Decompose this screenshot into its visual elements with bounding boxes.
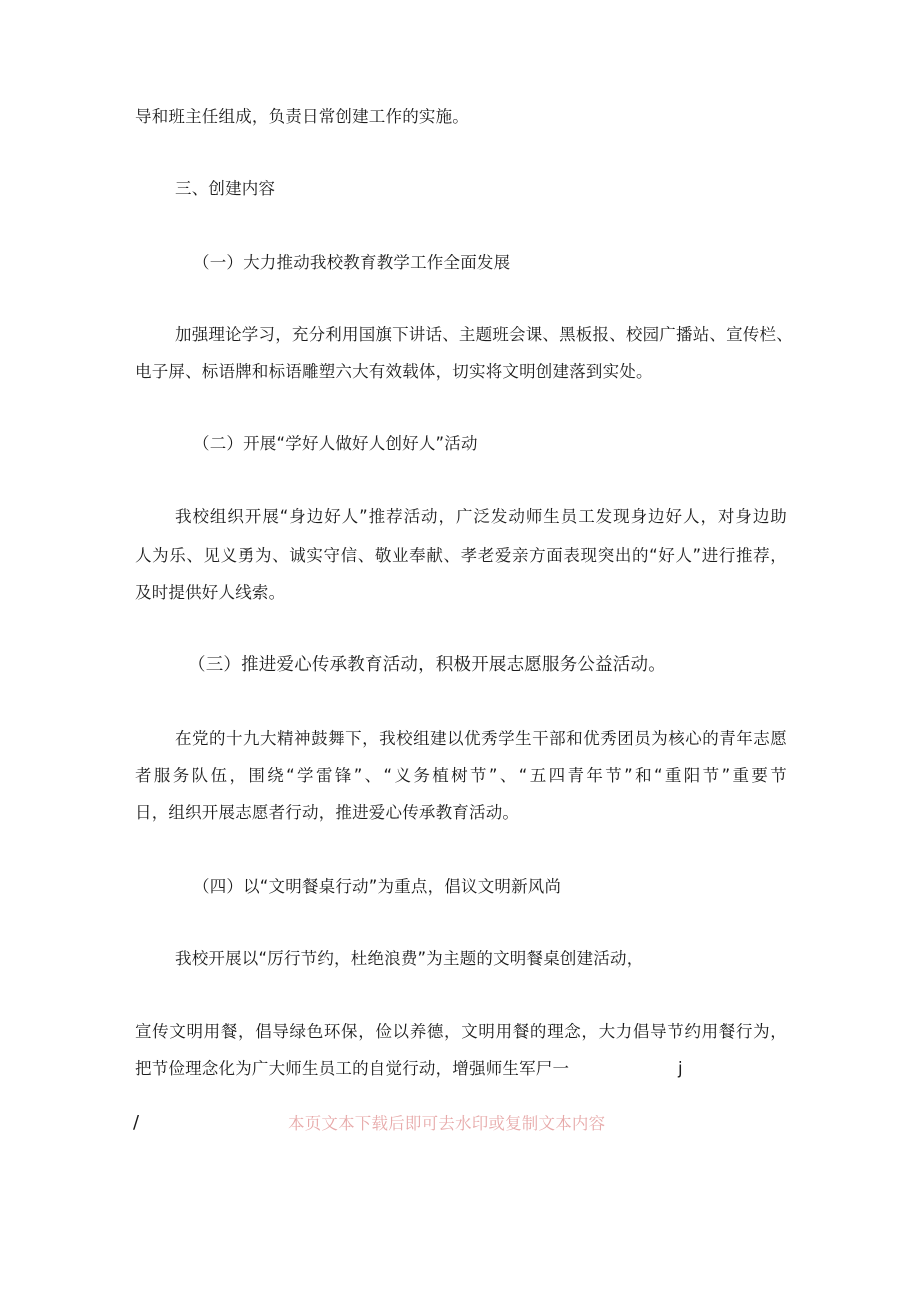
- paragraph-line: 在党的十九大精神鼓舞下，我校组建以优秀学生干部和优秀团员为核心的青年志愿: [175, 729, 787, 748]
- stray-slash: /: [133, 1112, 140, 1133]
- watermark-notice: 本页文本下载后即可去水印或复制文本内容: [288, 1114, 606, 1133]
- paragraph-line: 把节俭理念化为广大师生员工的自觉行动，增强师生军尸一: [135, 1059, 570, 1078]
- paragraph-line: 者服务队伍，围绕“学雷锋”、“义务植树节”、“五四青年节”和“重阳节”重要节: [135, 766, 787, 785]
- subsection-heading: （二）开展“学好人做好人创好人”活动: [193, 434, 478, 453]
- stray-character: j: [678, 1059, 683, 1078]
- paragraph-line: 及时提供好人线索。: [135, 583, 286, 602]
- subsection-heading: （三）推进爱心传承教育活动，积极开展志愿服务公益活动。: [188, 655, 666, 675]
- paragraph-line: 宣传文明用餐，倡导绿色环保，俭以养德，文明用餐的理念，大力倡导节约用餐行为，: [135, 1022, 787, 1041]
- subsection-heading: （四）以“文明餐桌行动”为重点，倡议文明新风尚: [193, 877, 562, 896]
- paragraph-line: 人为乐、见义勇为、诚实守信、敬业奉献、孝老爱亲方面表现突出的“好人”进行推荐，: [135, 546, 787, 565]
- paragraph-line: 电子屏、标语牌和标语雕塑六大有效载体，切实将文明创建落到实处。: [135, 362, 653, 381]
- paragraph-line: 加强理论学习，充分利用国旗下讲话、主题班会课、黑板报、校园广播站、宣传栏、: [175, 325, 793, 344]
- paragraph-line: 导和班主任组成，负责日常创建工作的实施。: [135, 107, 469, 126]
- paragraph-line: 日，组织开展志愿者行动，推进爱心传承教育活动。: [135, 803, 520, 822]
- subsection-heading: （一）大力推动我校教育教学工作全面发展: [193, 253, 511, 272]
- paragraph-line: 我校开展以“厉行节约，杜绝浪费”为主题的文明餐桌创建活动，: [175, 949, 644, 968]
- section-heading: 三、创建内容: [175, 179, 276, 198]
- paragraph-line: 我校组织开展“身边好人”推荐活动，广泛发动师生员工发现身边好人，对身边助: [175, 507, 787, 526]
